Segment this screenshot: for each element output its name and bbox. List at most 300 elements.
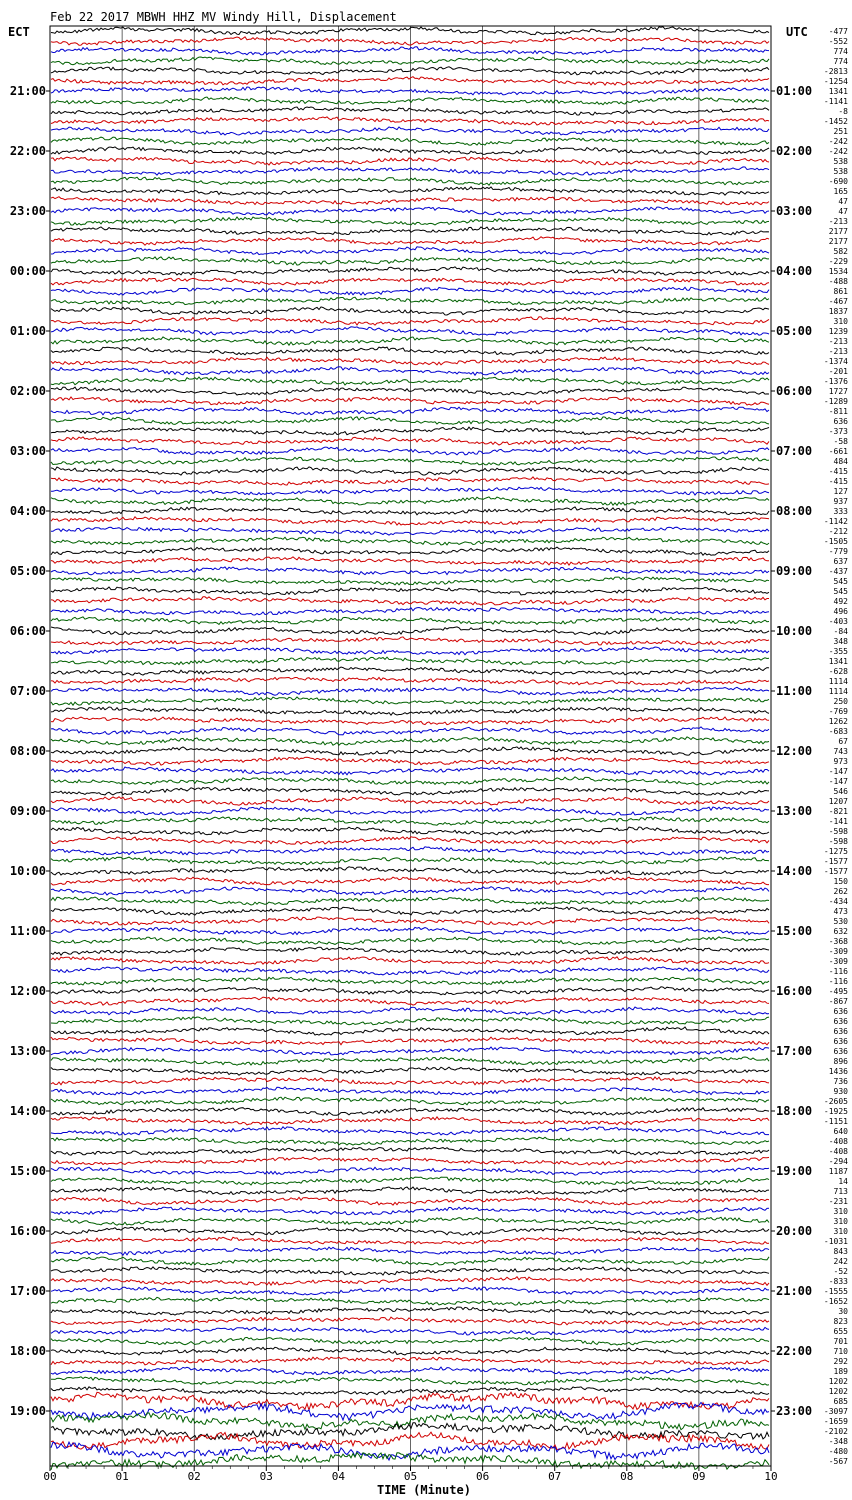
trace-line bbox=[51, 1377, 769, 1385]
trace-line bbox=[51, 397, 769, 405]
trace-offset-label: 251 bbox=[833, 127, 848, 136]
trace-line bbox=[51, 637, 769, 645]
trace-line bbox=[51, 1207, 769, 1215]
trace-offset-label: -3097 bbox=[823, 1407, 848, 1416]
trace-offset-label: -811 bbox=[828, 407, 848, 416]
trace-line bbox=[51, 257, 769, 265]
trace-line bbox=[51, 87, 769, 95]
trace-offset-label: 774 bbox=[833, 57, 848, 66]
trace-line bbox=[51, 57, 769, 65]
trace-offset-label: -242 bbox=[828, 147, 848, 156]
trace-offset-label: -467 bbox=[828, 297, 848, 306]
trace-line bbox=[51, 1077, 769, 1085]
trace-offset-label: -434 bbox=[828, 897, 848, 906]
trace-offset-label: 937 bbox=[833, 497, 848, 506]
trace-line bbox=[51, 497, 769, 505]
trace-offset-label: 1436 bbox=[828, 1067, 848, 1076]
x-tick-label: 05 bbox=[403, 1470, 418, 1483]
trace-offset-label: 1727 bbox=[828, 387, 848, 396]
trace-offset-label: -690 bbox=[828, 177, 848, 186]
trace-line bbox=[51, 177, 769, 185]
trace-offset-label: 896 bbox=[833, 1057, 848, 1066]
utc-hour-label: 22:00 bbox=[776, 1344, 813, 1358]
trace-offset-label: -1577 bbox=[823, 857, 848, 866]
trace-line bbox=[51, 1387, 769, 1395]
trace-offset-label: 823 bbox=[833, 1317, 848, 1326]
trace-line bbox=[51, 1217, 769, 1225]
trace-offset-label: -495 bbox=[828, 987, 848, 996]
trace-offset-label: 538 bbox=[833, 157, 848, 166]
trace-offset-label: 165 bbox=[833, 187, 848, 196]
trace-line bbox=[51, 877, 769, 885]
trace-offset-label: 930 bbox=[833, 1087, 848, 1096]
trace-offset-label: 250 bbox=[833, 697, 848, 706]
ect-hour-label: 07:00 bbox=[9, 684, 46, 698]
trace-line bbox=[51, 1167, 769, 1175]
trace-line bbox=[51, 1007, 769, 1015]
trace-offset-label: -1555 bbox=[823, 1287, 848, 1296]
trace-offset-label: -58 bbox=[833, 437, 848, 446]
trace-line bbox=[51, 517, 769, 525]
trace-offset-label: -403 bbox=[828, 617, 848, 626]
trace-line bbox=[51, 1367, 769, 1375]
trace-line bbox=[51, 597, 769, 605]
trace-offset-label: 242 bbox=[833, 1257, 848, 1266]
trace-line bbox=[51, 1287, 769, 1295]
trace-line bbox=[51, 767, 769, 775]
trace-line bbox=[51, 217, 769, 225]
ect-hour-label: 10:00 bbox=[9, 864, 46, 878]
trace-offset-label: 1239 bbox=[828, 327, 848, 336]
x-axis bbox=[43, 1466, 777, 1483]
trace-offset-label: 546 bbox=[833, 787, 848, 796]
x-tick-label: 07 bbox=[548, 1470, 562, 1483]
x-axis-label: TIME (Minute) bbox=[377, 1483, 471, 1497]
ect-hour-label: 03:00 bbox=[9, 444, 46, 458]
trace-line bbox=[51, 547, 769, 555]
trace-line bbox=[51, 307, 769, 315]
trace-line bbox=[51, 427, 769, 435]
trace-line bbox=[51, 797, 769, 805]
trace-offset-label: -1151 bbox=[823, 1117, 848, 1126]
trace-offset-label: -8 bbox=[838, 107, 848, 116]
trace-line bbox=[51, 1037, 769, 1045]
utc-hour-label: 03:00 bbox=[776, 204, 813, 218]
trace-line bbox=[51, 97, 769, 105]
trace-offset-label: 545 bbox=[833, 577, 848, 586]
trace-line bbox=[51, 1357, 769, 1365]
trace-offset-label: 861 bbox=[833, 287, 848, 296]
trace-offset-label: -309 bbox=[828, 957, 848, 966]
trace-offset-label: 1202 bbox=[828, 1387, 848, 1396]
trace-offset-label: 150 bbox=[833, 877, 848, 886]
trace-offset-label: 1114 bbox=[828, 677, 848, 686]
trace-offset-label: -769 bbox=[828, 707, 848, 716]
trace-line bbox=[51, 227, 769, 235]
trace-line bbox=[51, 247, 769, 255]
trace-line bbox=[51, 1147, 769, 1155]
trace-offset-label: -348 bbox=[828, 1437, 848, 1446]
trace-offset-label: 1207 bbox=[828, 797, 848, 806]
x-tick-label: 09 bbox=[692, 1470, 706, 1483]
trace-line bbox=[51, 437, 769, 445]
ect-hour-label: 21:00 bbox=[9, 84, 46, 98]
trace-line bbox=[51, 1137, 769, 1145]
trace-line bbox=[51, 1307, 769, 1315]
trace-offset-label: -309 bbox=[828, 947, 848, 956]
trace-line bbox=[51, 1297, 769, 1305]
trace-offset-label: -1374 bbox=[823, 357, 848, 366]
trace-line bbox=[51, 317, 769, 325]
ect-hour-label: 09:00 bbox=[9, 804, 46, 818]
trace-offset-label: -683 bbox=[828, 727, 848, 736]
trace-line bbox=[51, 587, 769, 595]
trace-line bbox=[51, 677, 769, 685]
trace-offset-label: -147 bbox=[828, 777, 848, 786]
trace-offset-label: 1262 bbox=[828, 717, 848, 726]
trace-line bbox=[51, 927, 769, 934]
trace-line bbox=[51, 907, 769, 915]
trace-offset-label: 636 bbox=[833, 1037, 848, 1046]
ect-hour-label: 02:00 bbox=[9, 384, 46, 398]
trace-line bbox=[51, 887, 769, 895]
trace-offset-label: 632 bbox=[833, 927, 848, 936]
trace-line bbox=[51, 327, 769, 335]
trace-offset-label: -213 bbox=[828, 347, 848, 356]
ect-hour-label: 18:00 bbox=[9, 1344, 46, 1358]
trace-offset-label: 14 bbox=[838, 1177, 848, 1186]
trace-line bbox=[51, 1097, 769, 1105]
trace-offset-label: -488 bbox=[828, 277, 848, 286]
utc-hour-label: 20:00 bbox=[776, 1224, 813, 1238]
trace-offset-label: -1505 bbox=[823, 537, 848, 546]
trace-offset-label: -116 bbox=[828, 977, 848, 986]
trace-offset-label: -1652 bbox=[823, 1297, 848, 1306]
trace-line bbox=[51, 37, 769, 45]
trace-offset-label: 710 bbox=[833, 1347, 848, 1356]
trace-line bbox=[51, 77, 769, 86]
trace-line bbox=[51, 747, 769, 755]
trace-offset-label: -598 bbox=[828, 827, 848, 836]
x-tick-label: 02 bbox=[187, 1470, 201, 1483]
trace-offset-label: 636 bbox=[833, 1017, 848, 1026]
trace-line bbox=[51, 627, 769, 635]
trace-line bbox=[51, 977, 769, 985]
ect-hour-label: 23:00 bbox=[9, 204, 46, 218]
trace-offset-label: 636 bbox=[833, 1047, 848, 1056]
trace-offset-label: 743 bbox=[833, 747, 848, 756]
trace-offset-label: -213 bbox=[828, 217, 848, 226]
trace-offset-label: -231 bbox=[828, 1197, 848, 1206]
trace-line bbox=[51, 697, 769, 705]
ect-hour-label: 17:00 bbox=[9, 1284, 46, 1298]
trace-offset-label: 530 bbox=[833, 917, 848, 926]
trace-line bbox=[51, 737, 769, 745]
trace-line bbox=[51, 147, 769, 155]
trace-offset-label: -1031 bbox=[823, 1237, 848, 1246]
trace-line bbox=[51, 557, 769, 565]
trace-offset-label: -408 bbox=[828, 1147, 848, 1156]
trace-offset-label: -628 bbox=[828, 667, 848, 676]
trace-offset-label: 1837 bbox=[828, 307, 848, 316]
ect-hour-label: 04:00 bbox=[9, 504, 46, 518]
trace-line bbox=[51, 1157, 769, 1165]
utc-hour-label: 16:00 bbox=[776, 984, 813, 998]
trace-line bbox=[51, 417, 769, 425]
trace-line bbox=[51, 1117, 769, 1125]
trace-offset-label: -1141 bbox=[823, 97, 848, 106]
trace-offset-label: 189 bbox=[833, 1367, 848, 1376]
trace-offset-label: 292 bbox=[833, 1357, 848, 1366]
trace-offset-label: -212 bbox=[828, 527, 848, 536]
trace-offset-label: 538 bbox=[833, 167, 848, 176]
ect-hour-label: 08:00 bbox=[9, 744, 46, 758]
trace-offset-label: 1187 bbox=[828, 1167, 848, 1176]
utc-hour-label: 11:00 bbox=[776, 684, 813, 698]
ect-hour-label: 05:00 bbox=[9, 564, 46, 578]
trace-line bbox=[51, 287, 769, 295]
utc-hour-label: 12:00 bbox=[776, 744, 813, 758]
trace-line bbox=[51, 387, 769, 395]
trace-line bbox=[51, 1327, 769, 1335]
trace-line bbox=[51, 727, 769, 735]
trace-line bbox=[51, 367, 769, 375]
trace-line bbox=[51, 717, 769, 725]
ect-hour-label: 22:00 bbox=[9, 144, 46, 158]
trace-offset-label: 310 bbox=[833, 317, 848, 326]
trace-offset-label: 636 bbox=[833, 417, 848, 426]
trace-line bbox=[51, 1237, 769, 1244]
trace-offset-label: -1254 bbox=[823, 77, 848, 86]
trace-offset-label: 545 bbox=[833, 587, 848, 596]
trace-line bbox=[51, 567, 769, 575]
trace-line bbox=[51, 817, 769, 825]
trace-offset-label: 582 bbox=[833, 247, 848, 256]
utc-hour-label: 10:00 bbox=[776, 624, 813, 638]
trace-offset-label: 843 bbox=[833, 1247, 848, 1256]
trace-offset-label: 67 bbox=[838, 737, 848, 746]
trace-line bbox=[51, 297, 769, 305]
trace-line bbox=[51, 1108, 769, 1116]
trace-offset-label: -84 bbox=[833, 627, 848, 636]
trace-line bbox=[51, 687, 769, 695]
trace-offset-label: 973 bbox=[833, 757, 848, 766]
trace-line bbox=[51, 917, 769, 925]
trace-offset-label: 1341 bbox=[828, 87, 848, 96]
trace-offset-label: -2605 bbox=[823, 1097, 848, 1106]
trace-offset-label: 713 bbox=[833, 1187, 848, 1196]
trace-offset-label: -141 bbox=[828, 817, 848, 826]
trace-line bbox=[51, 1027, 769, 1035]
trace-offset-label: -1452 bbox=[823, 117, 848, 126]
trace-line bbox=[51, 507, 769, 515]
trace-offset-label: 473 bbox=[833, 907, 848, 916]
trace-offset-label: -1577 bbox=[823, 867, 848, 876]
utc-hour-label: 21:00 bbox=[776, 1284, 813, 1298]
trace-offset-label: -552 bbox=[828, 37, 848, 46]
utc-hour-label: 15:00 bbox=[776, 924, 813, 938]
trace-offset-label: -1142 bbox=[823, 517, 848, 526]
trace-offset-label: 636 bbox=[833, 1027, 848, 1036]
trace-line bbox=[51, 1392, 769, 1410]
trace-offset-label: -1275 bbox=[823, 847, 848, 856]
trace-offset-label: 348 bbox=[833, 637, 848, 646]
trace-offset-label: 127 bbox=[833, 487, 848, 496]
trace-offset-label: -373 bbox=[828, 427, 848, 436]
trace-line bbox=[51, 847, 769, 855]
utc-hour-label: 19:00 bbox=[776, 1164, 813, 1178]
trace-offset-label: 701 bbox=[833, 1337, 848, 1346]
trace-offset-label: 736 bbox=[833, 1077, 848, 1086]
ect-hour-label: 16:00 bbox=[9, 1224, 46, 1238]
ect-hour-label: 06:00 bbox=[9, 624, 46, 638]
trace-offset-label: -821 bbox=[828, 807, 848, 816]
trace-offset-label: -1925 bbox=[823, 1107, 848, 1116]
trace-offset-label: 484 bbox=[833, 457, 848, 466]
trace-line bbox=[51, 337, 769, 345]
utc-hour-label: 02:00 bbox=[776, 144, 813, 158]
trace-offset-label: -355 bbox=[828, 647, 848, 656]
trace-offset-label: -201 bbox=[828, 367, 848, 376]
utc-hour-label: 17:00 bbox=[776, 1044, 813, 1058]
trace-line bbox=[51, 47, 769, 55]
trace-line bbox=[51, 777, 769, 785]
trace-offset-label: -567 bbox=[828, 1457, 848, 1466]
trace-offset-label: -147 bbox=[828, 767, 848, 776]
trace-offset-label: -779 bbox=[828, 547, 848, 556]
trace-offset-label: -867 bbox=[828, 997, 848, 1006]
trace-offset-label: -213 bbox=[828, 337, 848, 346]
utc-hour-label: 18:00 bbox=[776, 1104, 813, 1118]
trace-offset-label: 1534 bbox=[828, 267, 848, 276]
left-timezone-label: ECT bbox=[8, 25, 30, 39]
trace-offset-label: -2813 bbox=[823, 67, 848, 76]
utc-hour-label: 07:00 bbox=[776, 444, 813, 458]
trace-line bbox=[51, 837, 769, 844]
trace-line bbox=[51, 487, 769, 495]
trace-offset-label: 47 bbox=[838, 207, 848, 216]
trace-line bbox=[51, 1127, 769, 1135]
chart-title: Feb 22 2017 MBWH HHZ MV Windy Hill, Displacement bbox=[50, 10, 397, 24]
trace-line bbox=[51, 987, 769, 995]
trace-line bbox=[51, 1187, 769, 1194]
trace-offset-label: 1114 bbox=[828, 687, 848, 696]
utc-hour-label: 13:00 bbox=[776, 804, 813, 818]
trace-offset-label: 47 bbox=[838, 197, 848, 206]
trace-line bbox=[51, 867, 769, 875]
trace-offset-label: 655 bbox=[833, 1327, 848, 1336]
trace-offset-label: 310 bbox=[833, 1217, 848, 1226]
ect-hour-label: 13:00 bbox=[9, 1044, 46, 1058]
trace-line bbox=[51, 937, 769, 945]
trace-offset-label: 774 bbox=[833, 47, 848, 56]
utc-hour-label: 09:00 bbox=[776, 564, 813, 578]
trace-offset-label: -415 bbox=[828, 467, 848, 476]
x-tick-label: 04 bbox=[331, 1470, 346, 1483]
trace-offset-label: 310 bbox=[833, 1207, 848, 1216]
trace-line bbox=[51, 267, 769, 275]
utc-hour-labels bbox=[771, 84, 812, 1418]
trace-line bbox=[51, 788, 769, 796]
trace-line bbox=[51, 1247, 769, 1255]
trace-line bbox=[51, 377, 769, 385]
trace-offset-label: -229 bbox=[828, 257, 848, 266]
trace-offset-label: -437 bbox=[828, 567, 848, 576]
utc-hour-label: 05:00 bbox=[776, 324, 813, 338]
utc-hour-label: 01:00 bbox=[776, 84, 813, 98]
trace-offset-label: 2177 bbox=[828, 227, 848, 236]
trace-offset-label: -661 bbox=[828, 447, 848, 456]
trace-line bbox=[51, 1047, 769, 1055]
trace-offset-label: -242 bbox=[828, 137, 848, 146]
trace-offset-label: 640 bbox=[833, 1127, 848, 1136]
trace-offset-label: -477 bbox=[828, 27, 848, 36]
utc-hour-label: 04:00 bbox=[776, 264, 813, 278]
trace-line bbox=[51, 1277, 769, 1286]
trace-offset-label: -598 bbox=[828, 837, 848, 846]
trace-line bbox=[51, 457, 769, 465]
trace-line bbox=[51, 707, 769, 715]
trace-offset-label: 333 bbox=[833, 507, 848, 516]
trace-line bbox=[51, 1267, 769, 1275]
ect-hour-label: 01:00 bbox=[9, 324, 46, 338]
trace-line bbox=[51, 527, 769, 535]
x-tick-label: 01 bbox=[115, 1470, 129, 1483]
trace-offset-label: -1659 bbox=[823, 1417, 848, 1426]
x-tick-label: 06 bbox=[475, 1470, 490, 1483]
right-timezone-label: UTC bbox=[786, 25, 808, 39]
trace-offset-label: 492 bbox=[833, 597, 848, 606]
trace-line bbox=[51, 167, 769, 175]
trace-line bbox=[51, 647, 769, 655]
trace-offset-label: 2177 bbox=[828, 237, 848, 246]
trace-line bbox=[51, 107, 769, 115]
trace-line bbox=[51, 407, 769, 415]
trace-line bbox=[51, 827, 769, 835]
ect-hour-label: 00:00 bbox=[9, 264, 46, 278]
ect-hour-label: 14:00 bbox=[9, 1104, 46, 1118]
trace-line bbox=[51, 1257, 769, 1265]
seismic-traces bbox=[51, 27, 769, 1470]
trace-line bbox=[51, 657, 769, 665]
trace-offset-label: 637 bbox=[833, 557, 848, 566]
trace-line bbox=[51, 608, 769, 616]
trace-line bbox=[51, 467, 769, 475]
trace-offset-label: 1202 bbox=[828, 1377, 848, 1386]
trace-line bbox=[51, 447, 769, 455]
trace-line bbox=[51, 197, 769, 205]
utc-hour-label: 23:00 bbox=[776, 1404, 813, 1418]
trace-line bbox=[51, 117, 769, 125]
trace-offset-label: -415 bbox=[828, 477, 848, 486]
utc-hour-label: 06:00 bbox=[776, 384, 813, 398]
trace-line bbox=[51, 897, 769, 905]
trace-line bbox=[51, 807, 769, 815]
ect-hour-label: 19:00 bbox=[9, 1404, 46, 1418]
trace-offset-label: 496 bbox=[833, 607, 848, 616]
trace-offset-label: -2102 bbox=[823, 1427, 848, 1436]
trace-offset-label: -52 bbox=[833, 1267, 848, 1276]
trace-line bbox=[51, 157, 769, 165]
trace-line bbox=[51, 1347, 769, 1355]
trace-line bbox=[51, 1197, 769, 1205]
trace-offset-label: -833 bbox=[828, 1277, 848, 1286]
trace-line bbox=[51, 617, 769, 625]
trace-line bbox=[51, 27, 769, 35]
trace-offset-label: -1289 bbox=[823, 397, 848, 406]
trace-offset-label: 685 bbox=[833, 1397, 848, 1406]
trace-line bbox=[51, 67, 769, 75]
